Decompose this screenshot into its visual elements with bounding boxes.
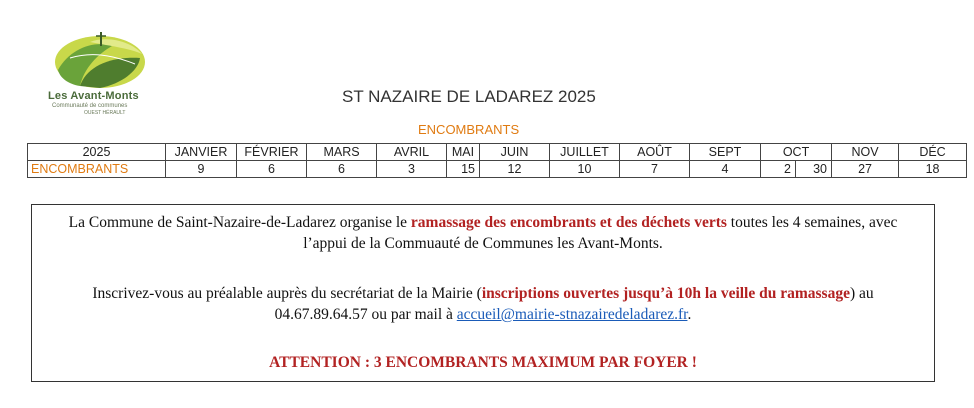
notice-paragraph-registration: [32, 283, 934, 325]
day-cell: 9: [166, 161, 237, 178]
header-cell-year: 2025: [28, 144, 166, 161]
day-cell: 30: [796, 161, 832, 178]
notice-text: La Commune de Saint-Nazaire-de-Ladarez organise le: [68, 214, 411, 231]
day-cell: 18: [899, 161, 967, 178]
header-cell-month: FÉVRIER: [237, 144, 307, 161]
notice-highlight: inscriptions ouvertes jusqu’à 10h la veille du ramassage: [481, 285, 850, 302]
notice-box: [31, 204, 935, 382]
notice-text: Inscrivez-vous au préalable auprès du secrétariat de la Mairie (: [92, 285, 482, 302]
logo-hills-icon: [50, 28, 146, 90]
header-cell-month: JUILLET: [550, 144, 620, 161]
header-cell-month: AVRIL: [377, 144, 447, 161]
page-title: ST NAZAIRE DE LADAREZ 2025: [342, 87, 596, 106]
header-cell-month: MARS: [307, 144, 377, 161]
calendar-header-row: [28, 144, 967, 161]
header-cell-month: DÉC: [899, 144, 967, 161]
email-link[interactable]: accueil@mairie-stnazairedeladarez.fr: [456, 306, 688, 323]
day-cell: 6: [307, 161, 377, 178]
row-label-encombrants: ENCOMBRANTS: [28, 161, 166, 178]
header-cell-month: AOÛT: [620, 144, 690, 161]
notice-paragraph-schedule: [32, 212, 934, 254]
logo: [44, 28, 156, 116]
notice-highlight: ramassage des encombrants et des déchets verts: [410, 214, 727, 231]
logo-tagline: Communauté de communes: [52, 103, 128, 109]
header-cell-month: OCT: [761, 144, 832, 161]
day-cell: 2: [761, 161, 796, 178]
header-cell-month: SEPT: [690, 144, 761, 161]
calendar-values-row: [28, 161, 967, 178]
header-cell-month: JANVIER: [166, 144, 237, 161]
notice-text: toutes les 4 semaines, avec l’appui de la Commuauté de Communes les Avant-Monts.: [303, 214, 898, 252]
collection-calendar-table: [27, 143, 967, 178]
logo-name: Les Avant-Monts: [48, 90, 139, 102]
header-cell-month: MAI: [447, 144, 480, 161]
day-cell: 6: [237, 161, 307, 178]
day-cell: 27: [832, 161, 899, 178]
day-cell: 15: [447, 161, 480, 178]
notice-text: .: [687, 306, 692, 323]
header-cell-month: NOV: [832, 144, 899, 161]
logo-region: OUEST HÉRAULT: [84, 110, 126, 116]
header-cell-month: JUIN: [480, 144, 550, 161]
day-cell: 4: [690, 161, 761, 178]
day-cell: 7: [620, 161, 690, 178]
day-cell: 10: [550, 161, 620, 178]
section-subtitle: ENCOMBRANTS: [418, 122, 520, 137]
day-cell: 3: [377, 161, 447, 178]
notice-text: ) au 04.67.89.64.57 ou par mail à: [274, 285, 874, 323]
notice-warning: ATTENTION : 3 ENCOMBRANTS MAXIMUM PAR FOYER !: [269, 354, 697, 371]
day-cell: 12: [480, 161, 550, 178]
